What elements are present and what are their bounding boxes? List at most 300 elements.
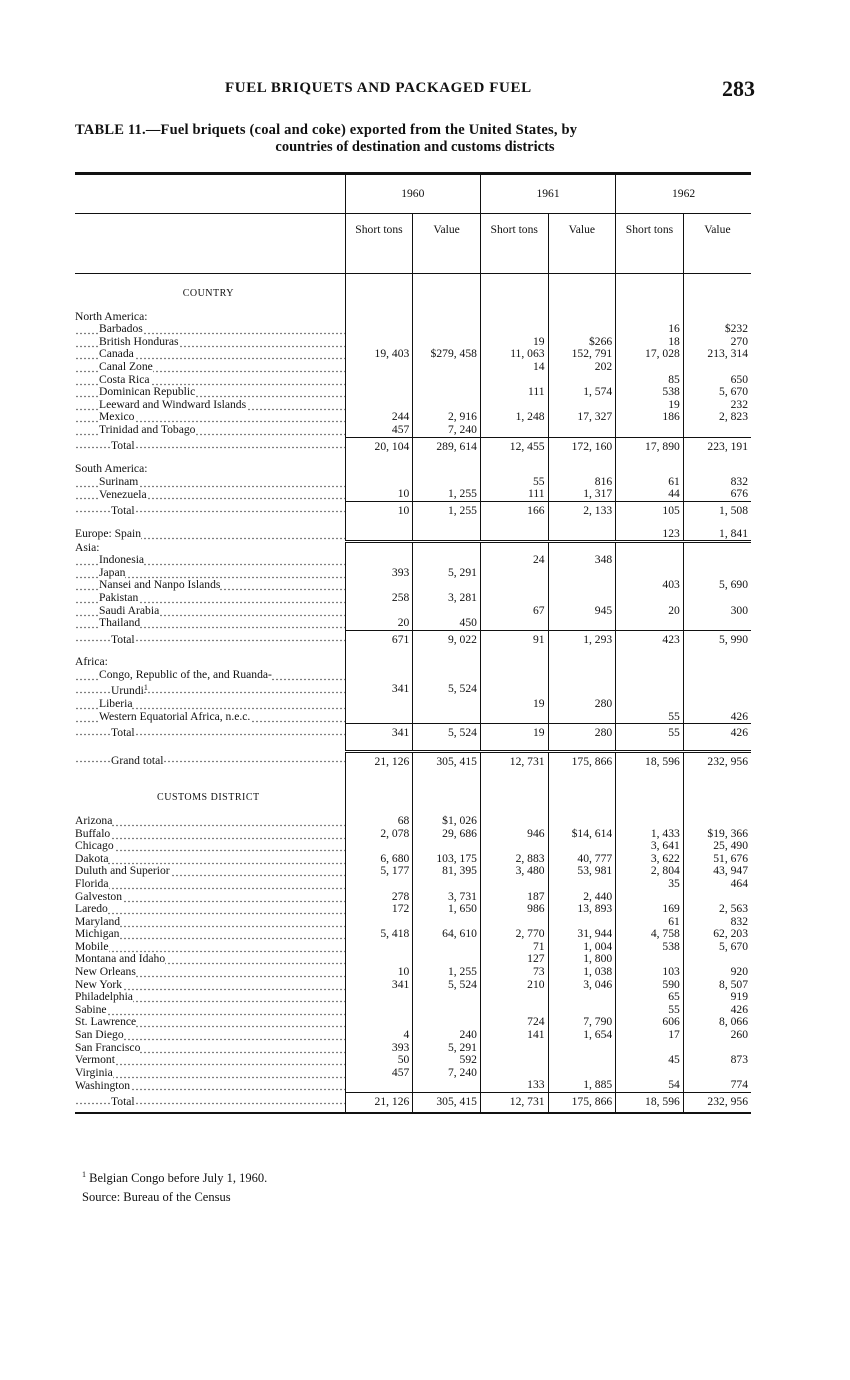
value-cell (548, 592, 616, 605)
table-head (75, 174, 751, 274)
short-tons-cell: 341 (345, 724, 413, 743)
value-cell (548, 656, 616, 669)
table-row (75, 1054, 751, 1067)
value-cell: $232 (683, 323, 751, 336)
value-cell (413, 953, 481, 966)
value-cell (683, 656, 751, 669)
row-label (75, 617, 345, 630)
row-label (75, 361, 345, 374)
row-label-text: Mobile (75, 940, 109, 953)
row-label (75, 865, 345, 878)
value-cell: 13, 893 (548, 903, 616, 916)
value-cell: 5, 690 (683, 579, 751, 592)
short-tons-cell: 44 (616, 488, 684, 501)
short-tons-cell (345, 991, 413, 1004)
value-cell: 5, 291 (413, 567, 481, 580)
short-tons-cell: 12, 455 (480, 437, 548, 456)
short-tons-cell: 55 (616, 724, 684, 743)
spacer-cell (548, 456, 616, 463)
spacer-cell (75, 649, 345, 656)
value-cell: 7, 240 (413, 1067, 481, 1080)
short-tons-cell: 1, 248 (480, 411, 548, 424)
value-cell (683, 311, 751, 324)
value-cell: 289, 614 (413, 437, 481, 456)
value-cell: 53, 981 (548, 865, 616, 878)
value-cell (683, 424, 751, 437)
row-label (75, 528, 345, 542)
value-cell: 2, 916 (413, 411, 481, 424)
footnote-marker: 1 (82, 1170, 86, 1179)
total-row (75, 437, 751, 456)
short-tons-cell (480, 1042, 548, 1055)
value-cell: $14, 614 (548, 828, 616, 841)
value-cell: 8, 507 (683, 979, 751, 992)
table-row (75, 488, 751, 501)
row-label-text: Trinidad and Tobago (99, 423, 196, 437)
value-cell: 919 (683, 991, 751, 1004)
row-label (75, 592, 345, 605)
table-row (75, 878, 751, 891)
short-tons-cell: 24 (480, 554, 548, 567)
value-cell (548, 916, 616, 929)
value-cell: 426 (683, 1004, 751, 1017)
value-cell: 31, 944 (548, 928, 616, 941)
value-cell: $279, 458 (413, 348, 481, 361)
row-label-text: Nansei and Nanpo Islands (99, 579, 221, 592)
row-label-text: Liberia (99, 697, 133, 710)
row-label (75, 916, 345, 929)
value-cell: 7, 790 (548, 1016, 616, 1029)
value-cell (413, 361, 481, 374)
value-cell: 920 (683, 966, 751, 979)
short-tons-cell: 103 (616, 966, 684, 979)
table-row (75, 1016, 751, 1029)
row-label (75, 323, 345, 336)
value-cell (683, 891, 751, 904)
value-cell: 2, 823 (683, 411, 751, 424)
spacer-cell (413, 649, 481, 656)
value-cell: 5, 524 (413, 724, 481, 743)
short-tons-cell (345, 1016, 413, 1029)
total-row (75, 724, 751, 743)
short-tons-cell (345, 698, 413, 711)
caption-line-1: TABLE 11.—Fuel briquets (coal and coke) exported from the United States, by (75, 122, 578, 138)
short-tons-cell: 111 (480, 386, 548, 399)
short-tons-cell (345, 542, 413, 555)
empty-cell (683, 778, 751, 815)
table-row (75, 815, 751, 828)
group-label (75, 463, 345, 476)
table-row (75, 348, 751, 361)
table-row (75, 605, 751, 618)
short-tons-cell (345, 579, 413, 592)
short-tons-cell: 19, 403 (345, 348, 413, 361)
empty-cell (548, 778, 616, 815)
value-cell: 103, 175 (413, 853, 481, 866)
row-label (75, 698, 345, 711)
value-cell (548, 669, 616, 682)
group-row (75, 542, 751, 555)
empty-cell (616, 274, 684, 311)
short-tons-cell (616, 424, 684, 437)
short-tons-cell (480, 424, 548, 437)
value-cell: 1, 841 (683, 528, 751, 542)
value-cell (683, 1067, 751, 1080)
short-tons-cell: 341 (345, 979, 413, 992)
footnote-ref: 1 (143, 682, 148, 692)
value-cell: 232, 956 (683, 1093, 751, 1113)
short-tons-cell: 12, 731 (480, 1093, 548, 1113)
value-cell (683, 617, 751, 630)
short-tons-cell: 186 (616, 411, 684, 424)
row-label (75, 979, 345, 992)
row-label (75, 1079, 345, 1092)
short-tons-cell: 724 (480, 1016, 548, 1029)
short-tons-cell: 393 (345, 1042, 413, 1055)
row-label (75, 630, 345, 649)
short-tons-cell: 671 (345, 630, 413, 649)
row-label-text: Thailand (99, 617, 141, 630)
short-tons-cell: 986 (480, 903, 548, 916)
value-head: Value (548, 214, 616, 274)
row-label-text: Michigan (75, 928, 120, 941)
table-row (75, 617, 751, 630)
row-label-text: San Diego (75, 1029, 124, 1042)
spacer-cell (616, 771, 684, 778)
value-cell: 175, 866 (548, 751, 616, 771)
row-label (75, 828, 345, 841)
value-cell (683, 1042, 751, 1055)
row-label (75, 554, 345, 567)
value-cell: $1, 026 (413, 815, 481, 828)
short-tons-cell: 19 (480, 336, 548, 349)
year-1961-head: 1961 (480, 174, 615, 214)
running-head (75, 78, 755, 104)
short-tons-cell: 19 (480, 724, 548, 743)
row-label (75, 1029, 345, 1042)
value-cell: 300 (683, 605, 751, 618)
value-cell (413, 656, 481, 669)
value-cell: 17, 327 (548, 411, 616, 424)
short-tons-cell (616, 554, 684, 567)
row-label (75, 1093, 345, 1113)
short-tons-cell (616, 463, 684, 476)
short-tons-cell (616, 567, 684, 580)
short-tons-cell (480, 311, 548, 324)
short-tons-cell (480, 669, 548, 682)
short-tons-cell: 5, 418 (345, 928, 413, 941)
value-cell (548, 1042, 616, 1055)
value-cell (413, 1079, 481, 1092)
running-title: FUEL BRIQUETS AND PACKAGED FUEL (225, 80, 532, 96)
stub-head (75, 174, 345, 214)
empty-cell (413, 274, 481, 311)
short-tons-cell: 423 (616, 630, 684, 649)
table-row (75, 336, 751, 349)
short-tons-cell: 10 (345, 488, 413, 501)
row-label (75, 751, 345, 771)
short-tons-cell: 538 (616, 386, 684, 399)
row-label-text: Grand total (111, 754, 164, 768)
table-row (75, 399, 751, 412)
short-tons-cell (616, 815, 684, 828)
table-row (75, 828, 751, 841)
row-label (75, 941, 345, 954)
value-cell (413, 323, 481, 336)
short-tons-cell (345, 711, 413, 724)
short-tons-cell: 16 (616, 323, 684, 336)
value-cell: 832 (683, 476, 751, 489)
row-label-text: Africa: (75, 656, 108, 669)
short-tons-cell (345, 669, 413, 682)
spacer-row (75, 743, 751, 752)
value-cell: 2, 563 (683, 903, 751, 916)
short-tons-cell: 61 (616, 916, 684, 929)
short-tons-cell (345, 840, 413, 853)
short-tons-cell: 172 (345, 903, 413, 916)
value-cell: 450 (413, 617, 481, 630)
short-tons-cell (480, 1004, 548, 1017)
short-tons-cell: 19 (616, 399, 684, 412)
row-label-text: Urundi (111, 684, 144, 698)
spacer-cell (683, 649, 751, 656)
value-cell (683, 953, 751, 966)
short-tons-cell (480, 374, 548, 387)
short-tons-cell: 166 (480, 501, 548, 520)
row-label-text: Dominican Republic (99, 386, 196, 399)
spacer-cell (616, 521, 684, 528)
short-tons-cell (345, 361, 413, 374)
short-tons-cell: 55 (480, 476, 548, 489)
spacer-cell (480, 649, 548, 656)
short-tons-head: Short tons (480, 214, 548, 274)
short-tons-cell (480, 463, 548, 476)
table-caption (75, 122, 755, 156)
spacer-cell (683, 456, 751, 463)
value-cell: 676 (683, 488, 751, 501)
short-tons-cell: 21, 126 (345, 1093, 413, 1113)
footnote-1 (82, 1170, 267, 1186)
short-tons-cell: 20, 104 (345, 437, 413, 456)
short-tons-cell (480, 617, 548, 630)
value-cell (413, 336, 481, 349)
spacer-row (75, 456, 751, 463)
short-tons-head: Short tons (345, 214, 413, 274)
group-label (75, 311, 345, 324)
row-label-text: Total (111, 1094, 135, 1108)
short-tons-cell: 4 (345, 1029, 413, 1042)
short-tons-cell: 19 (480, 698, 548, 711)
spacer-row (75, 649, 751, 656)
row-label-text: Mexico (99, 411, 135, 424)
table-row (75, 1079, 751, 1092)
row-label (75, 1067, 345, 1080)
short-tons-cell (345, 528, 413, 542)
value-cell (413, 399, 481, 412)
empty-cell (413, 778, 481, 815)
total-row (75, 501, 751, 520)
value-cell: 270 (683, 336, 751, 349)
table-row (75, 424, 751, 437)
value-cell: 3, 046 (548, 979, 616, 992)
short-tons-cell: 17, 028 (616, 348, 684, 361)
value-cell (413, 941, 481, 954)
value-cell (548, 542, 616, 555)
spacer-cell (345, 771, 413, 778)
short-tons-cell: 590 (616, 979, 684, 992)
exports-table (75, 172, 751, 1114)
short-tons-cell: 61 (616, 476, 684, 489)
row-label (75, 903, 345, 916)
row-label-text: Maryland (75, 915, 121, 928)
value-cell (683, 682, 751, 698)
short-tons-cell (480, 656, 548, 669)
row-label (75, 411, 345, 424)
short-tons-cell: 244 (345, 411, 413, 424)
value-cell (413, 476, 481, 489)
value-cell: 2, 133 (548, 501, 616, 520)
spacer-cell (480, 521, 548, 528)
table-body (75, 274, 751, 1113)
value-cell (413, 579, 481, 592)
spacer-cell (345, 456, 413, 463)
row-label-text: Total (111, 439, 135, 453)
short-tons-cell: 67 (480, 605, 548, 618)
row-label (75, 928, 345, 941)
empty-cell (345, 778, 413, 815)
short-tons-cell: 105 (616, 501, 684, 520)
short-tons-cell (616, 953, 684, 966)
row-label (75, 605, 345, 618)
value-cell: 426 (683, 711, 751, 724)
short-tons-cell: 18, 596 (616, 751, 684, 771)
short-tons-cell (616, 682, 684, 698)
value-cell: 426 (683, 724, 751, 743)
value-cell (413, 1016, 481, 1029)
short-tons-cell: 111 (480, 488, 548, 501)
value-cell: 172, 160 (548, 437, 616, 456)
section-heading-row (75, 274, 751, 311)
short-tons-cell (616, 698, 684, 711)
row-label (75, 1042, 345, 1055)
short-tons-cell: 54 (616, 1079, 684, 1092)
value-cell: 9, 022 (413, 630, 481, 649)
value-cell: 774 (683, 1079, 751, 1092)
row-label (75, 991, 345, 1004)
short-tons-cell (345, 463, 413, 476)
short-tons-cell: 2, 078 (345, 828, 413, 841)
value-cell: 1, 650 (413, 903, 481, 916)
value-cell: 1, 508 (683, 501, 751, 520)
short-tons-cell (616, 1067, 684, 1080)
short-tons-cell: 5, 177 (345, 865, 413, 878)
row-label-text: Japan (99, 566, 126, 579)
spacer-cell (683, 743, 751, 752)
short-tons-cell: 946 (480, 828, 548, 841)
spacer-cell (413, 743, 481, 752)
table-row (75, 374, 751, 387)
value-cell: 81, 395 (413, 865, 481, 878)
value-cell: 51, 676 (683, 853, 751, 866)
group-label (75, 656, 345, 669)
row-label-text: Leeward and Windward Islands (99, 398, 247, 411)
value-cell: 1, 255 (413, 501, 481, 520)
short-tons-cell (345, 336, 413, 349)
short-tons-cell (480, 542, 548, 555)
table-row (75, 711, 751, 724)
row-label (75, 579, 345, 592)
caption-line-2: countries of destination and customs districts (275, 139, 555, 155)
short-tons-cell (345, 941, 413, 954)
short-tons-cell: 11, 063 (480, 348, 548, 361)
footnote-text: Belgian Congo before July 1, 1960. (89, 1171, 268, 1186)
short-tons-head: Short tons (616, 214, 684, 274)
value-head: Value (683, 214, 751, 274)
spacer-cell (75, 771, 345, 778)
section-heading: COUNTRY (182, 288, 234, 299)
row-label (75, 437, 345, 456)
value-cell: 5, 990 (683, 630, 751, 649)
empty-cell (616, 778, 684, 815)
value-cell (413, 669, 481, 682)
short-tons-cell: 606 (616, 1016, 684, 1029)
short-tons-cell: 65 (616, 991, 684, 1004)
total-row (75, 751, 751, 771)
short-tons-cell: 457 (345, 424, 413, 437)
row-label (75, 891, 345, 904)
table-row (75, 323, 751, 336)
row-label-text: South America: (75, 463, 148, 476)
value-cell (548, 815, 616, 828)
table-row (75, 682, 751, 698)
value-cell (548, 1067, 616, 1080)
row-label (75, 488, 345, 501)
short-tons-cell (480, 323, 548, 336)
value-cell (413, 605, 481, 618)
row-label-text: Barbados (99, 323, 143, 336)
value-cell (413, 840, 481, 853)
value-cell: 5, 670 (683, 386, 751, 399)
table-row (75, 865, 751, 878)
value-cell: 1, 255 (413, 966, 481, 979)
short-tons-cell (616, 1042, 684, 1055)
row-label-text: Western Equatorial Africa, n.e.c. (99, 710, 251, 723)
short-tons-cell (616, 542, 684, 555)
value-cell: 240 (413, 1029, 481, 1042)
short-tons-cell (345, 476, 413, 489)
value-cell: 5, 670 (683, 941, 751, 954)
short-tons-cell: 12, 731 (480, 751, 548, 771)
value-cell: 213, 314 (683, 348, 751, 361)
table-row (75, 698, 751, 711)
value-cell: 7, 240 (413, 424, 481, 437)
short-tons-cell (616, 891, 684, 904)
table-row (75, 928, 751, 941)
short-tons-cell: 10 (345, 501, 413, 520)
short-tons-cell: 258 (345, 592, 413, 605)
short-tons-cell: 21, 126 (345, 751, 413, 771)
value-cell: 280 (548, 724, 616, 743)
table-row (75, 579, 751, 592)
row-label-text: Saudi Arabia (99, 604, 160, 617)
row-label-text: North America: (75, 310, 148, 323)
short-tons-cell: 20 (345, 617, 413, 630)
row-label-text: British Honduras (99, 335, 179, 348)
group-row (75, 311, 751, 324)
value-cell: $19, 366 (683, 828, 751, 841)
value-cell (548, 399, 616, 412)
short-tons-cell: 187 (480, 891, 548, 904)
